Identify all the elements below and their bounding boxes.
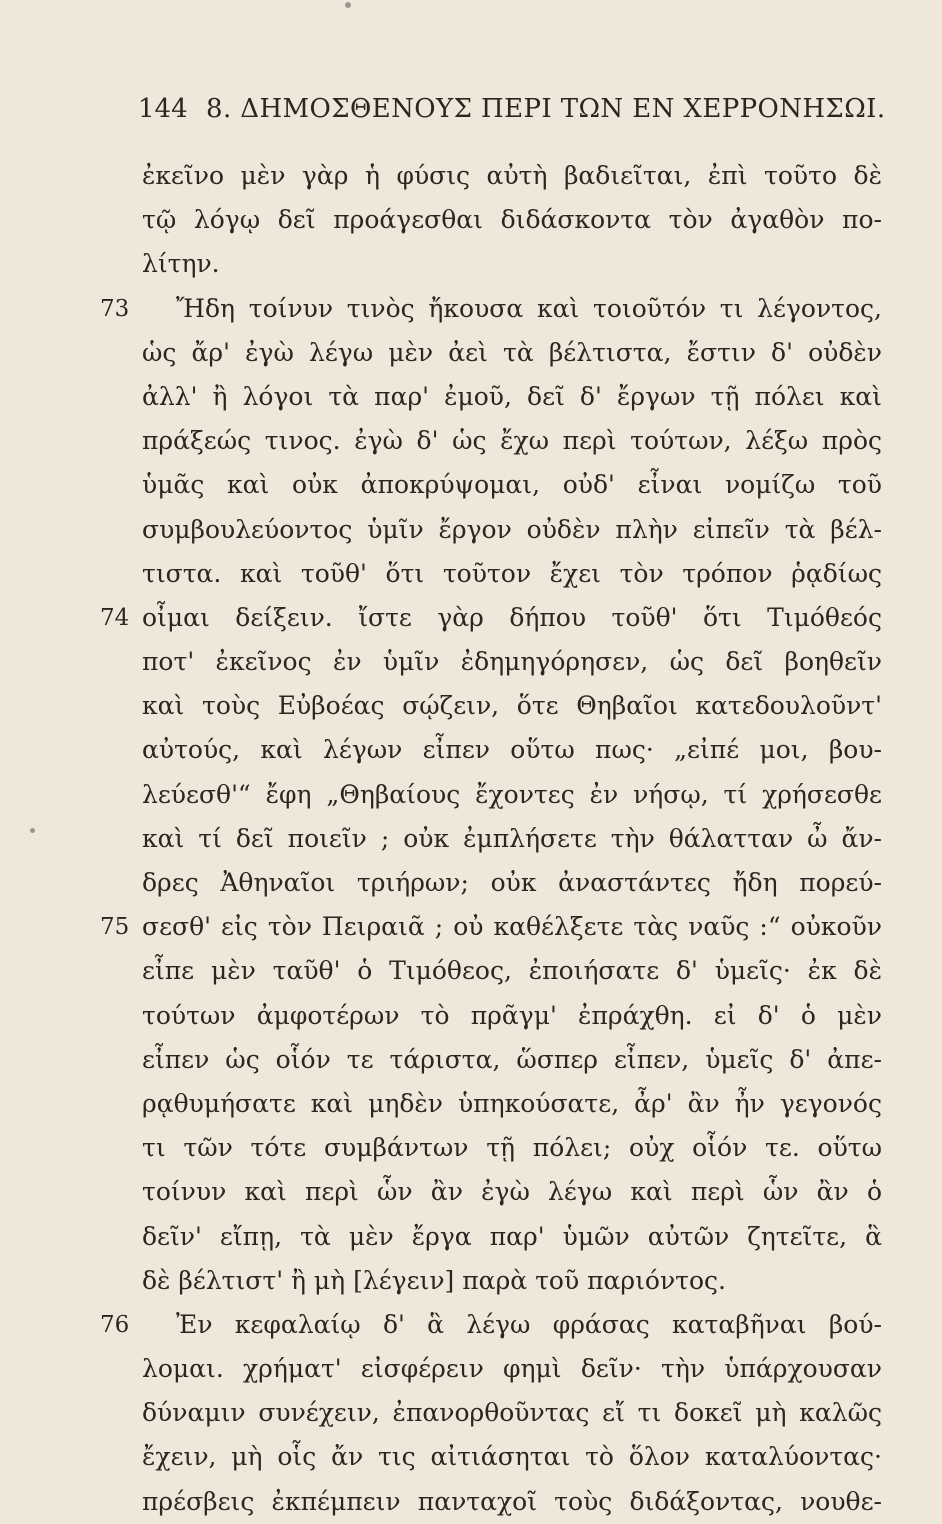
line-text: πρέσβεις ἐκπέμπειν πανταχοῖ τοὺς διδάξοντας, νουθε- (142, 1486, 882, 1516)
text-line (142, 728, 882, 772)
ink-speck (345, 2, 351, 8)
line-text: καὶ τοὺς Εὐβοέας σῴζειν, ὅτε Θηβαῖοι κατεδουλοῦντ' (142, 691, 882, 721)
text-line (142, 508, 882, 552)
section-number: 76 (100, 1311, 130, 1338)
line-text: λομαι. χρήματ' εἰσφέρειν φημὶ δεῖν· τὴν ὑπάρχουσαν (142, 1354, 882, 1384)
running-header (138, 94, 884, 134)
text-line (142, 773, 882, 817)
line-text: ὑμᾶς καὶ οὐκ ἀποκρύψομαι, οὐδ' εἶναι νομίζω τοῦ (142, 470, 882, 500)
text-line (142, 1038, 882, 1082)
line-text: δὲ βέλτιστ' ἢ μὴ [λέγειν] παρὰ τοῦ παριόντος. (142, 1265, 727, 1295)
text-line (142, 198, 882, 242)
line-text: ποτ' ἐκεῖνος ἐν ὑμῖν ἐδημηγόρησεν, ὡς δεῖ βοηθεῖν (142, 647, 882, 677)
section-number: 74 (100, 604, 130, 631)
text-line (142, 1259, 882, 1303)
line-text: τιστα. καὶ τοῦθ' ὅτι τοῦτον ἔχει τὸν τρόπον ῥᾳδίως (142, 558, 882, 588)
line-text: συμβουλεύοντος ὑμῖν ἔργον οὐδὲν πλὴν εἰπεῖν τὰ βέλ- (142, 514, 882, 544)
line-text: εἶπε μὲν ταῦθ' ὁ Τιμόθεος, ἐποιήσατε δ' ὑμεῖς· ἐκ δὲ (142, 956, 882, 986)
line-text: λεύεσθ'“ ἔφη „Θηβαίους ἔχοντες ἐν νήσῳ, τί χρήσεσθε (142, 779, 882, 809)
line-text: πράξεώς τινος. ἐγὼ δ' ὡς ἔχω περὶ τούτων, λέξω πρὸς (142, 426, 882, 456)
text-line (100, 905, 882, 949)
text-line (142, 1126, 882, 1170)
text-line (142, 463, 882, 507)
line-text: λίτην. (142, 249, 220, 279)
text-line (142, 1347, 882, 1391)
text-line (100, 287, 882, 331)
section-number: 75 (100, 914, 130, 941)
line-text: ἀλλ' ἢ λόγοι τὰ παρ' ἐμοῦ, δεῖ δ' ἔργων τῇ πόλει καὶ (142, 381, 882, 411)
line-text: ἐκεῖνο μὲν γὰρ ἡ φύσις αὐτὴ βαδιεῖται, ἐπὶ τοῦτο δὲ (142, 161, 882, 190)
line-text: τούτων ἀμφοτέρων τὸ πρᾶγμ' ἐπράχθη. εἰ δ' ὁ μὲν (142, 1000, 882, 1030)
line-text: τοίνυν καὶ περὶ ὧν ἂν ἐγὼ λέγω καὶ περὶ ὧν ἂν ὁ (142, 1177, 882, 1207)
text-line (142, 1391, 882, 1435)
text-line (142, 817, 882, 861)
text-line (142, 1480, 882, 1524)
line-text: Ἤδη τοίνυν τινὸς ἤκουσα καὶ τοιοῦτόν τι λέγοντος, (176, 293, 882, 323)
line-text: δρες Ἀθηναῖοι τριήρων; οὐκ ἀναστάντες ἤδη πορεύ- (142, 868, 882, 897)
line-text: οἶμαι δείξειν. ἴστε γὰρ δήπου τοῦθ' ὅτι Τιμόθεός (142, 602, 882, 632)
line-text: δεῖν' εἴπῃ, τὰ μὲν ἔργα παρ' ὑμῶν αὐτῶν ζητεῖτε, ἃ (142, 1221, 882, 1251)
text-line (142, 242, 882, 286)
text-line (142, 994, 882, 1038)
text-line (142, 949, 882, 993)
text-line (142, 1435, 882, 1479)
text-line (142, 154, 882, 198)
text-line (100, 1303, 882, 1347)
line-text: εἶπεν ὡς οἷόν τε τάριστα, ὥσπερ εἶπεν, ὑμεῖς δ' ἀπε- (142, 1044, 882, 1074)
line-text: τῷ λόγῳ δεῖ προάγεσθαι διδάσκοντα τὸν ἀγαθὸν πο- (142, 205, 882, 235)
text-line (142, 419, 882, 463)
text-line (142, 552, 882, 596)
line-text: ρᾳθυμήσατε καὶ μηδὲν ὑπηκούσατε, ἆρ' ἂν ἦν γεγονός (142, 1088, 882, 1118)
text-line (142, 1082, 882, 1126)
text-line (142, 331, 882, 375)
line-text: σεσθ' εἰς τὸν Πειραιᾶ ; οὐ καθέλξετε τὰς ναῦς :“ οὐκοῦν (142, 912, 882, 942)
line-text: Ἐν κεφαλαίῳ δ' ἃ λέγω φράσας καταβῆναι βού- (176, 1309, 882, 1339)
ink-speck (30, 828, 35, 833)
section-number: 73 (100, 295, 130, 322)
text-line (142, 861, 882, 905)
page-number: 144 (138, 94, 188, 124)
text-line (142, 640, 882, 684)
text-line (142, 684, 882, 728)
line-text: δύναμιν συνέχειν, ἐπανορθοῦντας εἴ τι δοκεῖ μὴ καλῶς (142, 1398, 882, 1428)
line-text: τι τῶν τότε συμβάντων τῇ πόλει; οὐχ οἷόν τε. οὕτω (142, 1133, 882, 1163)
line-text: καὶ τί δεῖ ποιεῖν ; οὐκ ἐμπλήσετε τὴν θάλατταν ὦ ἄν- (142, 823, 882, 853)
text-line (100, 596, 882, 640)
text-line (142, 1170, 882, 1214)
text-line (142, 375, 882, 419)
header-title: 8. ΔΗΜΟΣΘΕΝΟΥΣ ΠΕΡΙ ΤΩΝ ΕΝ ΧΕΡΡΟΝΗΣΩΙ. (206, 94, 886, 124)
line-text: ἔχειν, μὴ οἷς ἄν τις αἰτιάσηται τὸ ὅλον καταλύοντας· (142, 1442, 882, 1472)
text-line (142, 1215, 882, 1259)
line-text: ὡς ἄρ' ἐγὼ λέγω μὲν ἀεὶ τὰ βέλτιστα, ἔστιν δ' οὐδὲν (142, 337, 882, 367)
line-text: αὐτούς, καὶ λέγων εἶπεν οὕτω πως· „εἰπέ μοι, βου- (142, 735, 882, 765)
body-text (100, 154, 882, 1524)
